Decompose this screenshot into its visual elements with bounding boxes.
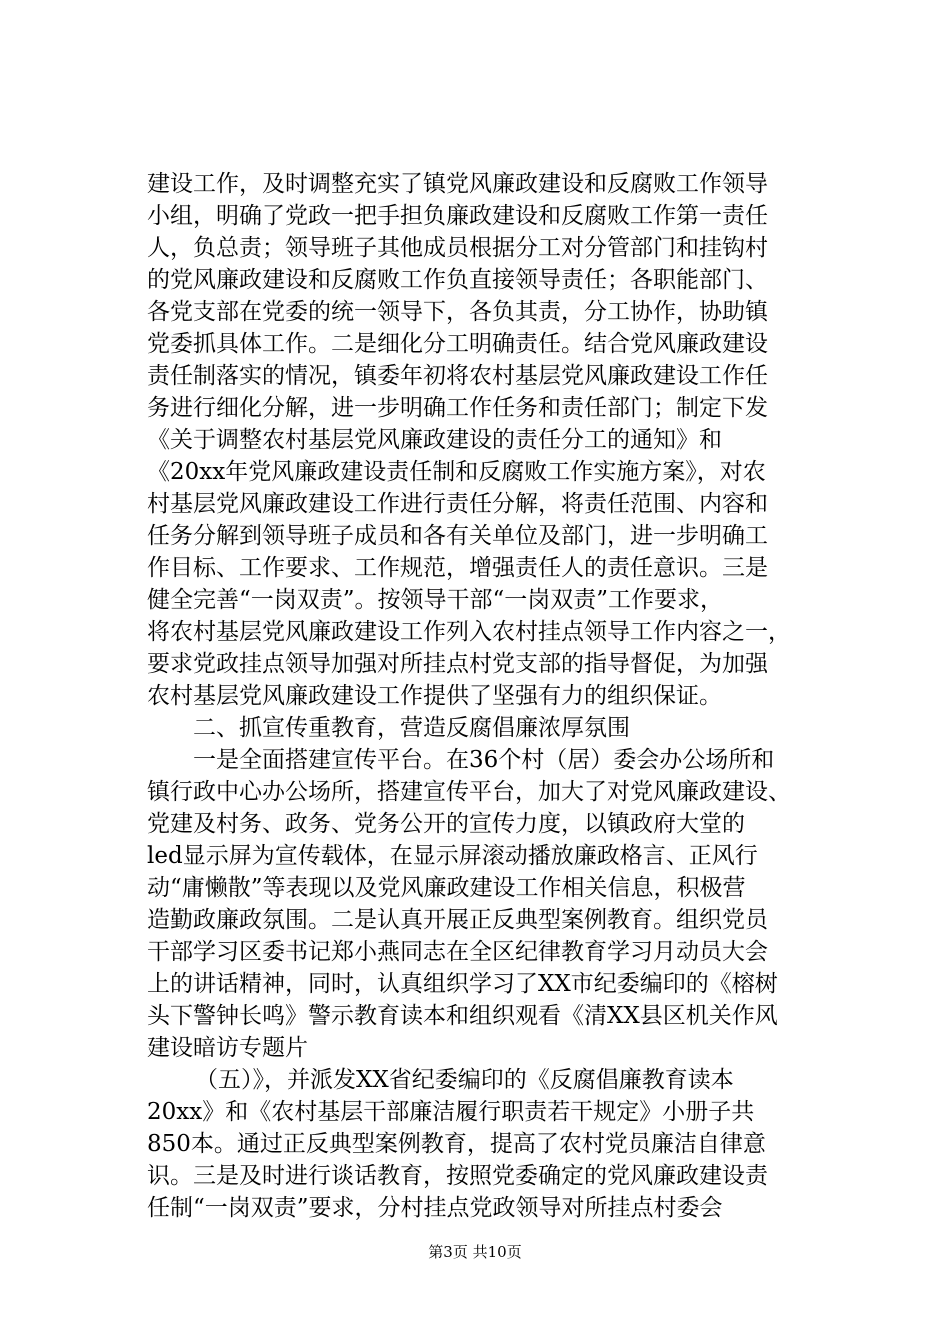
text-line: 各党支部在党委的统一领导下，各负其责，分工协作，协助镇 <box>147 299 768 325</box>
paragraph-start-line: 一是全面搭建宣传平台。在36个村（居）委会办公场所和 <box>193 747 775 773</box>
text-line: 村基层党风廉政建设工作进行责任分解，将责任范围、内容和 <box>147 491 768 517</box>
text-line: 上的讲话精神，同时，认真组织学习了XX市纪委编印的《榕树 <box>147 971 778 997</box>
text-line: 农村基层党风廉政建设工作提供了坚强有力的组织保证。 <box>147 683 722 709</box>
text-line: 的党风廉政建设和反腐败工作负直接领导责任；各职能部门、 <box>147 267 768 293</box>
text-line: 责任制落实的情况，镇委年初将农村基层党风廉政建设工作任 <box>147 363 768 389</box>
text-line: 造勤政廉政氛围。二是认真开展正反典型案例教育。组织党员 <box>147 907 768 933</box>
text-line: 健全完善“一岗双责”。按领导干部“一岗双责”工作要求， <box>147 587 724 613</box>
text-line: 党建及村务、政务、党务公开的宣传力度，以镇政府大堂的 <box>147 811 745 837</box>
text-line: 识。三是及时进行谈话教育，按照党委确定的党风廉政建设责 <box>147 1163 768 1189</box>
text-line: 作目标、工作要求、工作规范，增强责任人的责任意识。三是 <box>147 555 768 581</box>
text-line: 务进行细化分解，进一步明确工作任务和责任部门；制定下发 <box>147 395 768 421</box>
text-line: 小组，明确了党政一把手担负廉政建设和反腐败工作第一责任 <box>147 203 768 229</box>
text-line: 20xx》和《农村基层干部廉洁履行职责若干规定》小册子共 <box>147 1099 755 1125</box>
text-line: 建设工作，及时调整充实了镇党风廉政建设和反腐败工作领导 <box>147 171 768 197</box>
text-line: 头下警钟长鸣》警示教育读本和组织观看《清XX县区机关作风 <box>147 1003 778 1029</box>
text-line: led显示屏为宣传载体，在显示屏滚动播放廉政格言、正风行 <box>147 843 758 869</box>
text-line: 任务分解到领导班子成员和各有关单位及部门，进一步明确工 <box>147 523 768 549</box>
text-line: 《关于调整农村基层党风廉政建设的责任分工的通知》和 <box>147 427 722 453</box>
text-line: 建设暗访专题片 <box>147 1035 308 1061</box>
text-line: 动“庸懒散”等表现以及党风廉政建设工作相关信息，积极营 <box>147 875 746 901</box>
text-line: 镇行政中心办公场所，搭建宣传平台，加大了对党风廉政建设、 <box>147 779 791 805</box>
text-line: 要求党政挂点领导加强对所挂点村党支部的指导督促，为加强 <box>147 651 768 677</box>
text-line: 《20xx年党风廉政建设责任制和反腐败工作实施方案》，对农 <box>147 459 766 485</box>
paragraph-start-line: （五）》，并派发XX省纪委编印的《反腐倡廉教育读本 <box>195 1067 734 1093</box>
document-body <box>147 168 847 1224</box>
text-line: 人，负总责；领导班子其他成员根据分工对分管部门和挂钩村 <box>147 235 768 261</box>
text-line: 任制“一岗双责”要求，分村挂点党政领导对所挂点村委会 <box>147 1195 723 1221</box>
page-number-footer: 第3页 共10页 <box>428 1243 522 1261</box>
text-line: 将农村基层党风廉政建设工作列入农村挂点领导工作内容之一， <box>147 619 791 645</box>
text-line: 干部学习区委书记郑小燕同志在全区纪律教育学习月动员大会 <box>147 939 768 965</box>
section-heading: 二、抓宣传重教育，营造反腐倡廉浓厚氛围 <box>193 715 630 741</box>
text-line: 党委抓具体工作。二是细化分工明确责任。结合党风廉政建设 <box>147 331 768 357</box>
text-line: 850本。通过正反典型案例教育，提高了农村党员廉洁自律意 <box>147 1131 766 1157</box>
